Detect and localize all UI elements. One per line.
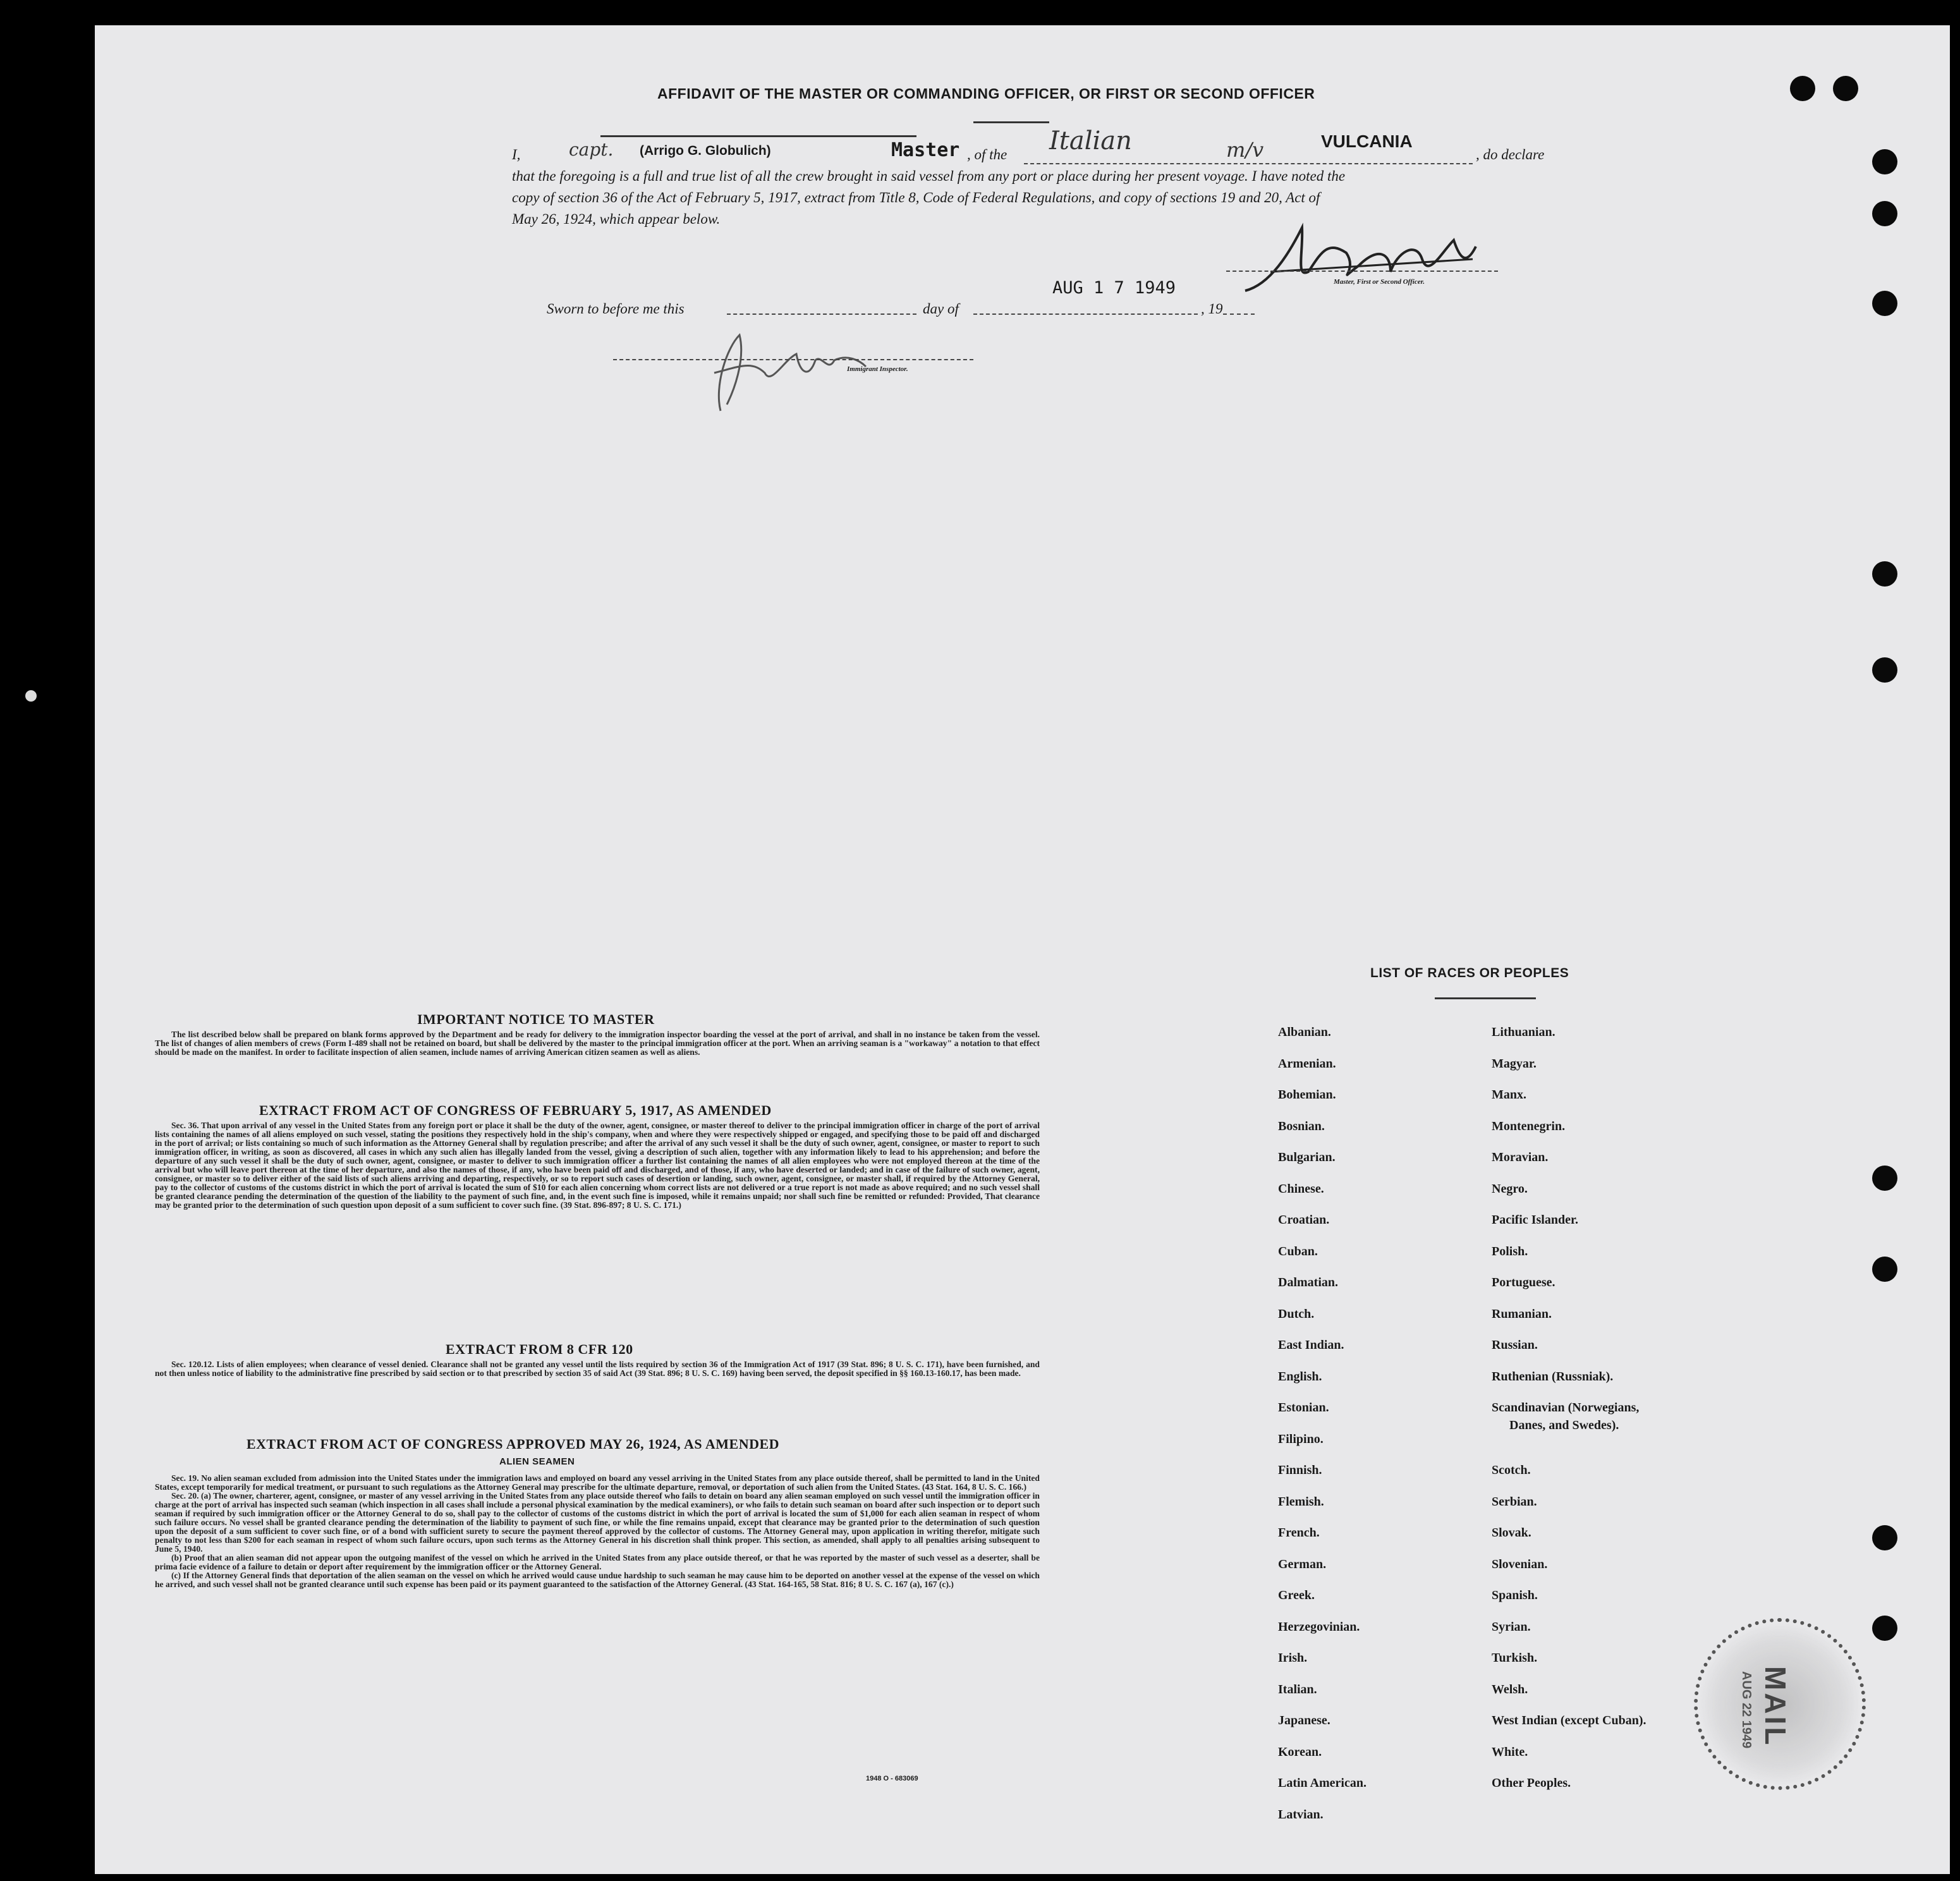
alien-seamen-subtitle: ALIEN SEAMEN xyxy=(499,1456,575,1467)
edge-mark xyxy=(25,690,37,702)
extract-1924-title: EXTRACT FROM ACT OF CONGRESS APPROVED MAY 26, 1924, AS AMENDED xyxy=(247,1436,780,1452)
affidavit-title: AFFIDAVIT OF THE MASTER OR COMMANDING OFFICER, OR FIRST OR SECOND OFFICER xyxy=(657,85,1315,102)
race-item: West Indian (except Cuban). xyxy=(1492,1714,1647,1727)
master-name-stamp: (Arrigo G. Globulich) xyxy=(640,143,771,158)
do-declare-label: , do declare xyxy=(1476,147,1545,162)
punch-hole xyxy=(1872,149,1897,174)
day-of-label: day of xyxy=(923,301,959,317)
race-item: Manx. xyxy=(1492,1088,1526,1102)
race-item: Croatian. xyxy=(1278,1213,1330,1227)
race-item: Armenian. xyxy=(1278,1057,1336,1071)
race-item: Slovenian. xyxy=(1492,1557,1548,1571)
punch-hole xyxy=(1872,561,1897,587)
sworn-month-line xyxy=(973,314,1198,315)
title-rule xyxy=(973,121,1049,123)
of-the-label: , of the xyxy=(967,147,1007,162)
master-rank-stamp: Master xyxy=(891,139,960,161)
sworn-year-line xyxy=(1223,314,1255,315)
print-code: 1948 O - 683069 xyxy=(866,1775,918,1782)
extract-1917-title: EXTRACT FROM ACT OF CONGRESS OF FEBRUARY 5, 1917, AS AMENDED xyxy=(259,1102,772,1118)
race-item: Welsh. xyxy=(1492,1683,1528,1696)
race-item: Syrian. xyxy=(1492,1620,1531,1634)
affidavit-line-3: copy of section 36 of the Act of February 5, 1917, extract from Title 8, Code of Federal Regulations, and copy of sections 19 and 20, Act of xyxy=(512,190,1320,205)
race-item: Magyar. xyxy=(1492,1057,1537,1071)
race-item: Bulgarian. xyxy=(1278,1150,1336,1164)
race-item: Polish. xyxy=(1492,1245,1528,1258)
race-item: Chinese. xyxy=(1278,1182,1324,1196)
race-item: Portuguese. xyxy=(1492,1275,1555,1289)
race-item: Lithuanian. xyxy=(1492,1025,1555,1039)
handwritten-capt: capt. xyxy=(569,139,614,160)
race-item: Scandinavian (Norwegians, xyxy=(1492,1401,1640,1415)
extract-1917-body: Sec. 36. That upon arrival of any vessel in the United States from any foreign port or place it shall be the duty of the owner, agent, consignee, or master thereof to deliver to the principal immigration officer in charge of the port of arrival lists containing the names of all aliens employed on such vessel, stating the positions they respectively hold in the ship's company, when and where they were respectively shipped or engaged, and specifying those to be paid off and discharged in the port of arrival; or lists containing so much of such information as the Attorney General shall by regulation prescribe; and after the arrival of any such vessel it shall be the duty of such owner, agent, consignee, or master to report to such immigration officer, in writing, as soon as discovered, all cases in which any such alien has illegally landed from the vessel, giving a description of such alien, together with any information likely to lead to his apprehension; and before the departure of any such vessel it shall be the duty of such owner, agent, consignee, or master to deliver to such immigration officer a further list containing the names of all alien employees who were not employed thereon at the time of the arrival but who will leave port thereon at the time of her departure, and also the names of those, if any, who have been paid off and discharged, and of those, if any, who have deserted or landed; and in case of the failure of such owner, agent, consignee, or master so to deliver either of the said lists of such aliens arriving and departing, respectively, or so to report such cases of desertion or landing, such owner, agent, consignee, or master shall, if required by the Attorney General, pay to the collector of customs of the customs district in which the port of arrival is located the sum of $10 for each alien concerning whom correct lists are not delivered or a true report is not made as above required; and no such vessel shall be granted clearance pending the determination of the question of the liability to the payment of such fine, and, in the event such fine is imposed, while it remains unpaid; nor shall such fine be remitted or refunded: Provided, That clearance may be granted prior to the determination of such question upon deposit of a sum sufficient to cover such fine. (39 Stat. 896-897; 8 U. S. C. 171.) xyxy=(155,1121,1040,1210)
punch-hole xyxy=(1872,1166,1897,1191)
sworn-label: Sworn to before me this xyxy=(547,301,685,317)
race-item: Bosnian. xyxy=(1278,1119,1325,1133)
form-sheet xyxy=(95,25,1950,1874)
punch-hole xyxy=(1872,291,1897,316)
race-item: Latin American. xyxy=(1278,1776,1367,1790)
race-item: Albanian. xyxy=(1278,1025,1331,1039)
race-item: Finnish. xyxy=(1278,1463,1322,1477)
mail-stamp-date: AUG 22 1949 xyxy=(1739,1671,1753,1749)
race-item: Russian. xyxy=(1492,1338,1538,1352)
race-item: Moravian. xyxy=(1492,1150,1549,1164)
race-item: Ruthenian (Russniak). xyxy=(1492,1370,1614,1384)
race-item: Serbian. xyxy=(1492,1495,1537,1509)
extract-cfr-body: Sec. 120.12. Lists of alien employees; when clearance of vessel denied. Clearance shall not be granted any vessel until the lists required by section 36 of the Immigration Act of 1917 (39 Stat. 896; 8 U. S. C. 171), have been furnished, and not then unless notice of liability to the administrative fine prescribed by said section or to that prescribed by section 35 of said Act (39 Stat. 896; 8 U. S. C. 169) having been served, the deposit specified in §§ 160.13-160.17, has been made. xyxy=(155,1360,1040,1378)
race-item: French. xyxy=(1278,1526,1320,1540)
race-item: Spanish. xyxy=(1492,1588,1538,1602)
vessel-name: VULCANIA xyxy=(1321,131,1413,151)
handwritten-nationality: Italian xyxy=(1049,126,1132,155)
master-signature-line xyxy=(1226,271,1498,272)
punch-hole xyxy=(1872,1525,1897,1550)
mail-stamp xyxy=(1694,1618,1866,1790)
races-title: LIST OF RACES OR PEOPLES xyxy=(1370,966,1569,980)
race-item: Montenegrin. xyxy=(1492,1119,1566,1133)
notice-title: IMPORTANT NOTICE TO MASTER xyxy=(417,1011,655,1027)
punch-hole xyxy=(1833,76,1858,101)
race-item: Pacific Islander. xyxy=(1492,1213,1579,1227)
signature-overline xyxy=(600,135,916,137)
race-item: Dalmatian. xyxy=(1278,1275,1338,1289)
race-item: Italian. xyxy=(1278,1683,1317,1696)
inspector-caption: Immigrant Inspector. xyxy=(847,365,908,373)
race-item: Scotch. xyxy=(1492,1463,1531,1477)
extract-1924-body: Sec. 19. No alien seaman excluded from admission into the United States under the immigration laws and employed on board any vessel arriving in the United States from any place outside thereof, shall be permitted to land in the United States, except temporarily for medical treatment, or pursuant to such regulations as the Attorney General may prescribe for the ultimate departure, removal, or deportation of such alien from the United States. (43 Stat. 164, 8 U. S. C. 166.) Sec. 20. (a) The owner, charterer, agent, consignee, or master of any vessel arriving in the United States from any place outside thereof who fails to detain on board any alien seaman employed on such vessel until the immigration officer in charge at the port of arrival has inspected such seaman (which inspection in all cases shall include a personal physical examination by the medical examiners), or who fails to detain such seaman on board after such inspection or to deport such seaman if required by such immigration officer or the Attorney General to do so, shall pay to the collector of customs of the customs district in which the port of arrival is located the sum of $1,000 for each alien seaman in respect of whom such failure occurs. No vessel shall be granted clearance pending the determination of the liability to payment of such fine, or while the fine remains unpaid, except that clearance may be granted prior to the determination of such question upon the deposit of a sum sufficient to cover such fine, or of a bond with sufficient surety to secure the payment thereof approved by the collector of customs. The Attorney General may, upon application in writing therefor, mitigate such penalty to not less than $200 for each seaman in respect of whom such failure occurs, upon such terms as the Attorney General in his discretion shall think proper. This section, as amended, shall apply to all penalties arising subsequent to June 5, 1940. (b) Proof that an alien seaman did not appear upon the outgoing manifest of the vessel on which he arrived in the United States from any place outside thereof, or that he was reported by the master of such vessel as a deserter, shall be prima facie evidence of a failure to detain or deport after requirement by the immigration officer or the Attorney General. (c) If the Attorney General finds that deportation of the alien seaman on the vessel on which he arrived would cause undue hardship to such seaman he may cause him to be deported on another vessel at the expense of the vessel on which he arrived, and such vessel shall not be granted clearance until such expense has been paid or its payment guaranteed to the satisfaction of the Attorney General. (43 Stat. 164-165, 58 Stat. 816; 8 U. S. C. 167 (a), 167 (c).) xyxy=(155,1473,1040,1589)
master-signature-caption: Master, First or Second Officer. xyxy=(1334,278,1425,286)
race-item: Bohemian. xyxy=(1278,1088,1336,1102)
race-item: Turkish. xyxy=(1492,1651,1538,1665)
race-item: Flemish. xyxy=(1278,1495,1324,1509)
race-item: Herzegovinian. xyxy=(1278,1620,1360,1634)
race-item: Japanese. xyxy=(1278,1714,1330,1727)
race-item: Filipino. xyxy=(1278,1432,1324,1446)
extract-cfr-title: EXTRACT FROM 8 CFR 120 xyxy=(446,1341,633,1357)
race-item: Estonian. xyxy=(1278,1401,1329,1415)
race-item: Korean. xyxy=(1278,1745,1322,1759)
race-item: German. xyxy=(1278,1557,1327,1571)
punch-hole xyxy=(1790,76,1815,101)
race-item: Rumanian. xyxy=(1492,1307,1552,1321)
punch-hole xyxy=(1872,1616,1897,1641)
race-item: Irish. xyxy=(1278,1651,1308,1665)
handwritten-vessel-type: m/v xyxy=(1226,138,1264,162)
race-item: Greek. xyxy=(1278,1588,1315,1602)
race-item: Cuban. xyxy=(1278,1245,1318,1258)
race-item: White. xyxy=(1492,1745,1528,1759)
race-item: Latvian. xyxy=(1278,1808,1324,1822)
punch-hole xyxy=(1872,657,1897,683)
affidavit-line-4: May 26, 1924, which appear below. xyxy=(512,211,721,227)
punch-hole xyxy=(1872,1257,1897,1282)
races-rule xyxy=(1435,997,1536,999)
race-item: Negro. xyxy=(1492,1182,1528,1196)
race-item-continuation: Danes, and Swedes). xyxy=(1509,1418,1619,1432)
race-item: East Indian. xyxy=(1278,1338,1344,1352)
race-item: English. xyxy=(1278,1370,1322,1384)
sworn-day-line xyxy=(727,314,916,315)
mail-stamp-text: MAIL xyxy=(1759,1666,1792,1748)
race-item: Other Peoples. xyxy=(1492,1776,1571,1790)
sworn-date-stamp: AUG 1 7 1949 xyxy=(1052,278,1176,298)
inspector-signature-line xyxy=(613,359,973,360)
year-prefix: , 19 xyxy=(1201,301,1223,317)
race-item: Dutch. xyxy=(1278,1307,1315,1321)
affidavit-i: I, xyxy=(512,147,521,162)
race-item: Slovak. xyxy=(1492,1526,1531,1540)
notice-body: The list described below shall be prepared on blank forms approved by the Department and be ready for delivery to the immigration inspector boarding the vessel at the port of arrival, and shall in no instance be taken from the vessel. The list of changes of alien members of crews (Form I-489 shall not be retained on board, but shall be delivered by the master to the principal immigration officer at the port. When an arriving seaman is a "workaway" a notation to that effect should be made on the manifest. In order to facilitate inspection of alien seamen, include names of arriving American citizen seamen as well as aliens. xyxy=(155,1030,1040,1057)
vessel-line xyxy=(1024,163,1473,164)
master-signature xyxy=(1233,215,1485,303)
punch-hole xyxy=(1872,201,1897,226)
affidavit-line-2: that the foregoing is a full and true list of all the crew brought in said vessel from any port or place during her present voyage. I have noted the xyxy=(512,168,1346,184)
